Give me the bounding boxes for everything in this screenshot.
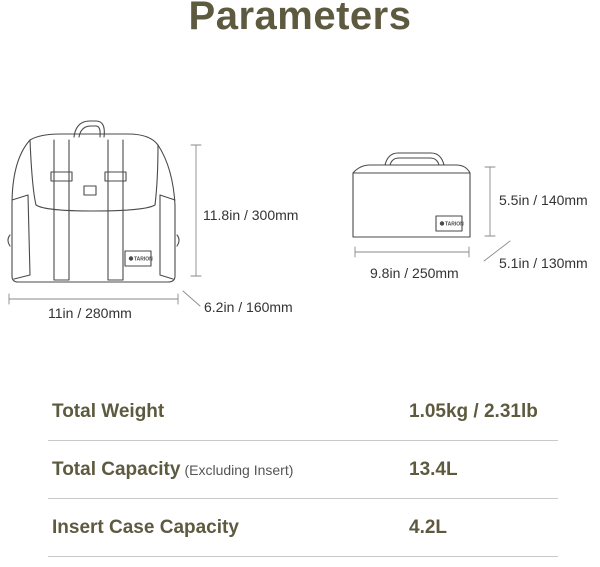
backpack-height-dimension: 11.8in / 300mm <box>203 207 299 223</box>
divider <box>48 556 558 557</box>
backpack-brand-label: TARION <box>134 256 153 263</box>
spec-row-total-capacity <box>48 441 558 499</box>
spec-value: 4.2L <box>409 517 448 538</box>
insert-case-brand-label: TARION <box>445 221 464 228</box>
insert-case-height-dimension: 5.5in / 140mm <box>499 192 588 208</box>
spec-label: Insert Case Capacity <box>52 517 239 538</box>
spec-label: Total Capacity (Excluding Insert) <box>52 459 294 480</box>
spec-value: 1.05kg / 2.31lb <box>409 401 538 422</box>
spec-row-total-weight <box>48 383 558 441</box>
backpack-depth-dimension: 6.2in / 160mm <box>204 299 293 315</box>
spec-note: (Excluding Insert) <box>184 462 294 478</box>
page-title: Parameters <box>188 0 412 38</box>
spec-label: Total Weight <box>52 401 165 422</box>
backpack-illustration <box>8 121 179 282</box>
spec-value: 13.4L <box>409 459 458 480</box>
insert-case-illustration <box>353 153 470 237</box>
backpack-width-dimension: 11in / 280mm <box>48 305 132 321</box>
insert-case-depth-dimension: 5.1in / 130mm <box>499 255 588 271</box>
insert-case-width-dimension: 9.8in / 250mm <box>370 265 459 281</box>
spec-row-insert-case-capacity <box>48 499 558 557</box>
